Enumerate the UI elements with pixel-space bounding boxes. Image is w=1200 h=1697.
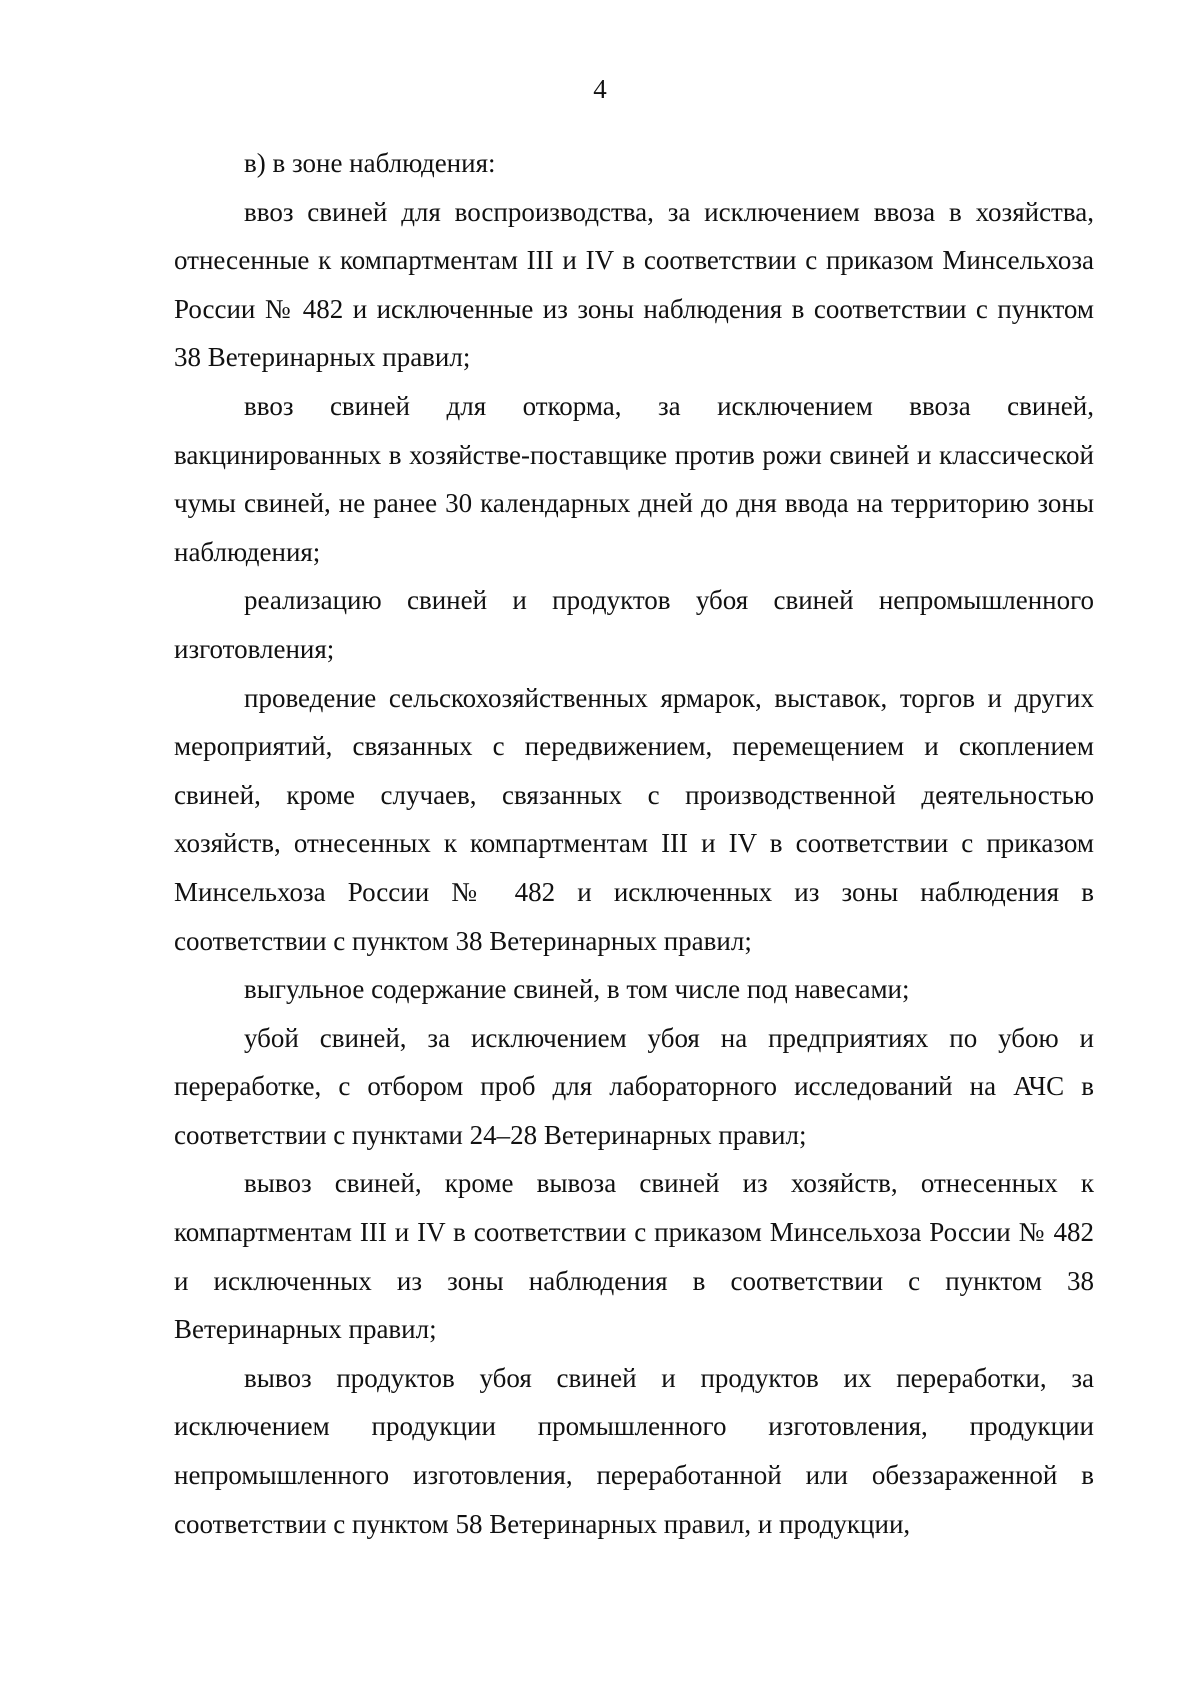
page-number: 4 xyxy=(593,74,607,104)
paragraph-observation-zone-heading: в) в зоне наблюдения: xyxy=(244,148,496,178)
paragraph-export-of-products: вывоз продуктов убоя свиней и продуктов их переработки, за исключением продукции промышленного изготовления, продукции непромышленного изготовления, переработанной или обеззараженной в соответствии с пунктом 58 Ветеринарных правил, и продукции, xyxy=(174,1362,1094,1539)
paragraph-sale-of-pigs: реализацию свиней и продуктов убоя свиней непромышленного изготовления; xyxy=(174,585,1094,664)
paragraph-fairs-and-exhibitions: проведение сельскохозяйственных ярмарок, выставок, торгов и других мероприятий, связанных с передвижением, перемещением и скоплением свиней, кроме случаев, связанных с производственной деятельностью хозяйств, отнесенных к компартментам III и IV в соответствии с приказом Минсельхоза России № 482 и исключенных из зоны наблюдения в соответствии с пунктом 38 Ветеринарных правил; xyxy=(174,682,1094,956)
document-body xyxy=(174,139,1094,1548)
paragraph-fattening-import: ввоз свиней для откорма, за исключением ввоза свиней, вакцинированных в хозяйстве-поставщике против рожи свиней и классической чумы свиней, не ранее 30 календарных дней до дня ввода на территорию зоны наблюдения; xyxy=(174,390,1094,567)
paragraph-free-range-keeping: выгульное содержание свиней, в том числе под навесами; xyxy=(244,974,910,1005)
paragraph-slaughter: убой свиней, за исключением убоя на предприятиях по убою и переработке, с отбором проб для лабораторного исследований на АЧС в соответствии с пунктами 24–28 Ветеринарных правил; xyxy=(174,1022,1094,1150)
paragraph-export-of-pigs: вывоз свиней, кроме вывоза свиней из хозяйств, отнесенных к компартментам III и IV в соответствии с приказом Минсельхоза России № 482 и исключенных из зоны наблюдения в соответствии с пунктом 38 Ветеринарных правил; xyxy=(174,1168,1094,1345)
paragraph-breeding-import: ввоз свиней для воспроизводства, за исключением ввоза в хозяйства, отнесенные к компартментам III и IV в соответствии с приказом Минсельхоза России № 482 и исключенные из зоны наблюдения в соответствии с пунктом 38 Ветеринарных правил; xyxy=(174,196,1094,373)
